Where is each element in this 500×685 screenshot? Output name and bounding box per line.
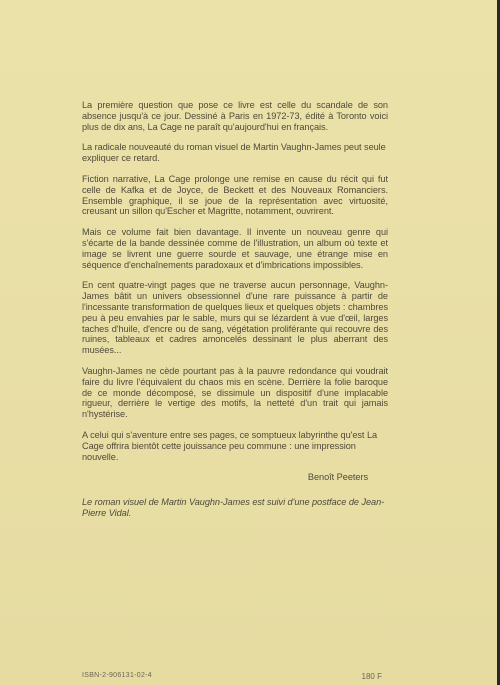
price: 180 F	[361, 672, 382, 681]
bottom-line	[82, 672, 382, 685]
paragraph-6: Vaughn-James ne cède pourtant pas à la pauvre redondance qui voudrait faire du livre l'équivalent du chaos mis en scène. Derrière la folie baroque de ce monde décomposé, se dissimule un dispositif d'une implacable rigueur, derrière le vertige des motifs, la netteté d'un trait qui jamais n'hystérise.	[82, 365, 388, 420]
blurb-text-block	[82, 100, 388, 529]
paragraph-3: Fiction narrative, La Cage prolonge une remise en cause du récit qui fut celle de Kafka et de Joyce, de Beckett et des Nouveaux Romanciers. Ensemble graphique, il se joue de la représentation avec virtuosité, creusant un sillon qu'Escher et Magritte, notamment, ouvrirent.	[82, 173, 388, 217]
paragraph-2: La radicale nouveauté du roman visuel de Martin Vaughn-James peut seule expliquer ce retard.	[82, 142, 386, 164]
isbn: ISBN-2-906131-02-4	[82, 672, 152, 679]
paragraph-1: La première question que pose ce livre est celle du scandale de son absence jusqu'à ce jour. Dessiné à Paris en 1972-73, édité à Toronto voici plus de dix ans, La Cage ne paraît qu'aujourd'hui en français.	[82, 100, 388, 132]
paragraph-4: Mais ce volume fait bien davantage. Il invente un nouveau genre qui s'écarte de la bande dessinée comme de l'illustration, un album où texte et image se livrent une guerre sourde et sauvage, une étrange mise en séquence d'enchaînements paradoxaux et d'imbrications impossibles.	[82, 227, 388, 270]
paragraph-7: A celui qui s'aventure entre ses pages, ce somptueux labyrinthe qu'est La Cage offrira bientôt cette jouissance peu commune : une impression nouvelle.	[82, 429, 378, 462]
paragraph-5: En cent quatre-vingt pages que ne traverse aucun personnage, Vaughn-James bâtit un univers obsessionnel d'une rare puissance à partir de l'incessante transformation de quelques lieux et quelques objets : chambres peu à peu envahies par le sable, murs qui se lézardent à vue d'œil, larges taches d'huile, d'encre ou de sang, végétation proliférante qui recouvre des ruines, tableaux et cadres amoncelés dessinant le plus aberrant des musées...	[82, 280, 388, 356]
signature: Benoît Peeters	[307, 472, 368, 483]
postface-note: Le roman visuel de Martin Vaughn-James est suivi d'une postface de Jean-Pierre Vidal.	[82, 497, 385, 518]
